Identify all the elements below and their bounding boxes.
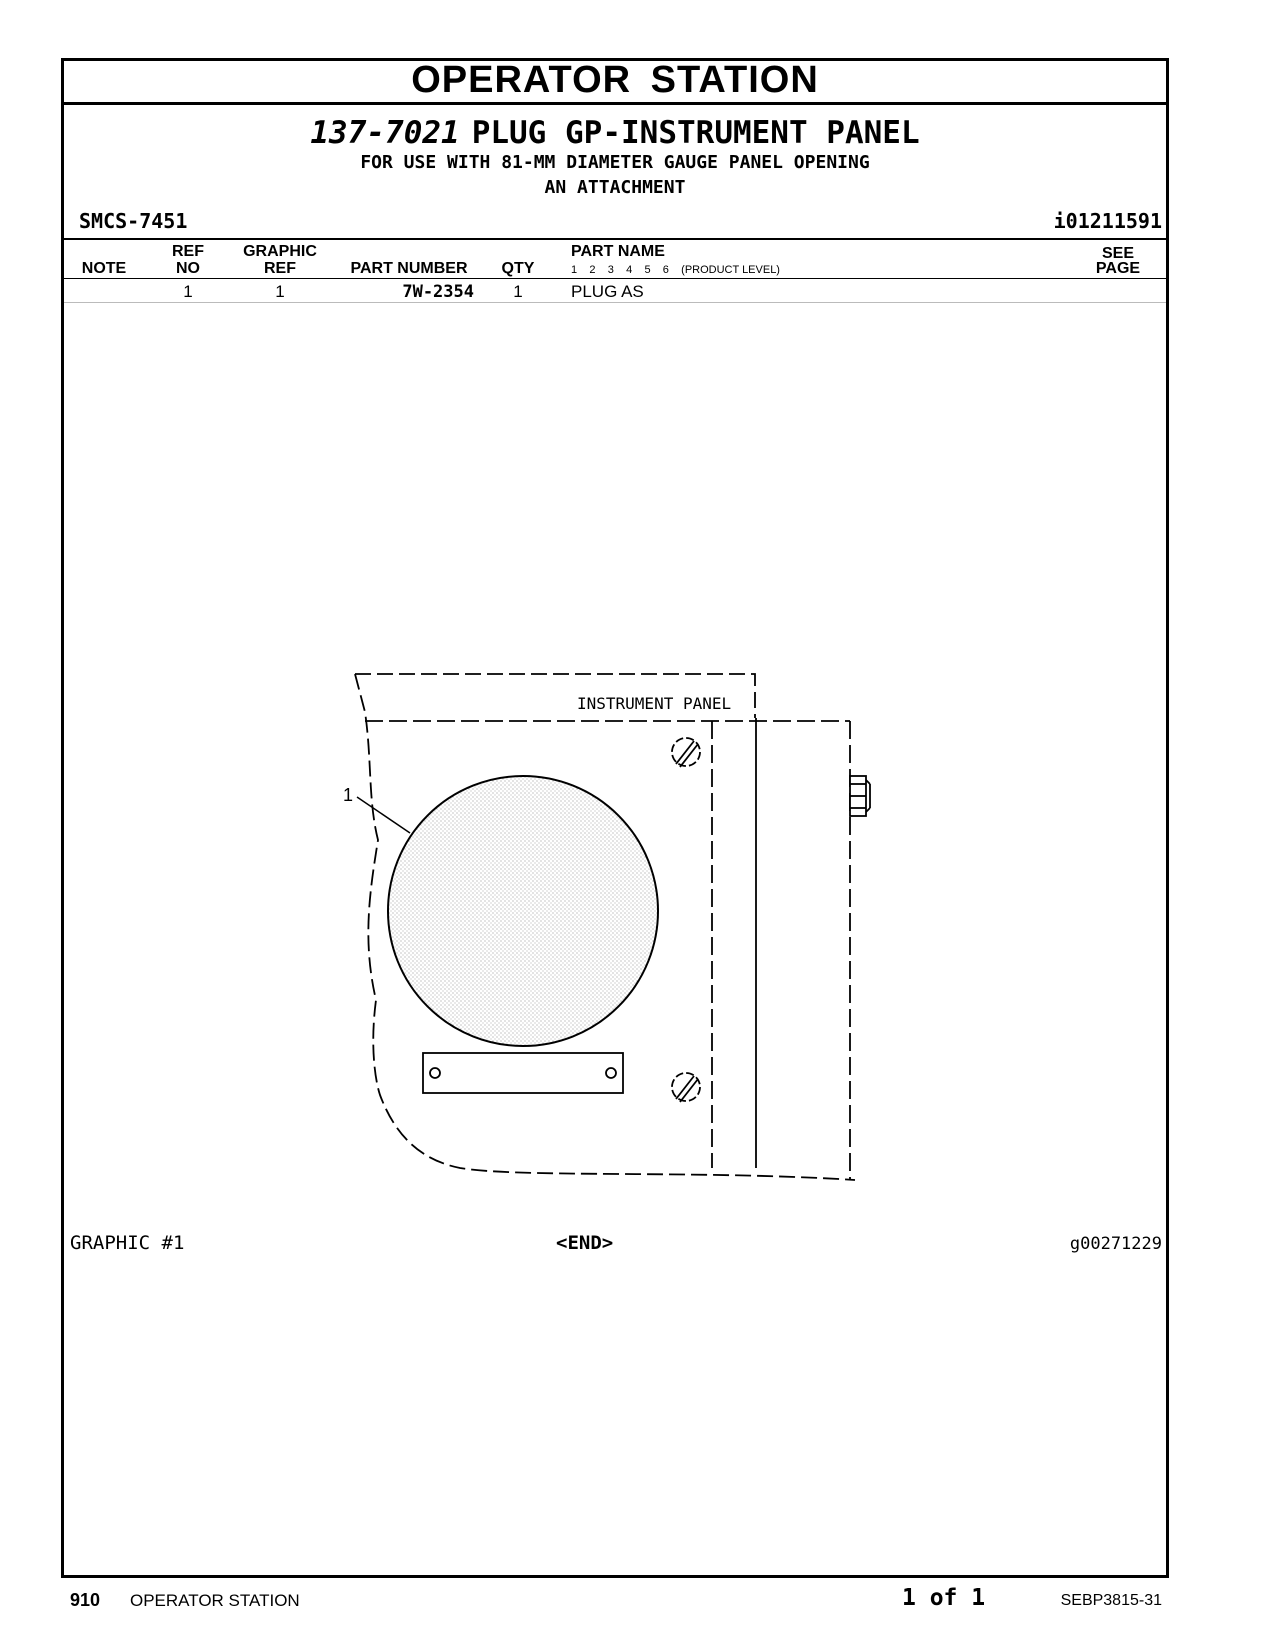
graphic-id: g00271229 (1069, 1234, 1162, 1254)
panel-label: INSTRUMENT PANEL (577, 694, 732, 713)
screw-bottom (672, 1073, 700, 1102)
page-number: 910 (70, 1590, 101, 1610)
row-part-name: PLUG AS (571, 282, 644, 301)
row-part-number[interactable]: 7W-2354 (402, 282, 474, 302)
subtitle-line-2: AN ATTACHMENT (544, 177, 686, 198)
callout-leader (357, 797, 410, 833)
title-part-number: 137-7021 (310, 115, 460, 151)
col-header-part-name: PART NAME (571, 243, 665, 260)
row-qty: 1 (513, 282, 523, 301)
nameplate (423, 1053, 623, 1093)
col-header-see-page-line2: PAGE (1095, 260, 1141, 277)
graphic-label: GRAPHIC #1 (70, 1232, 185, 1254)
hex-nut (850, 776, 870, 816)
row-graphic-ref: 1 (275, 282, 285, 301)
document-number: SEBP3815-31 (1060, 1592, 1162, 1609)
row-ref-no: 1 (183, 282, 193, 301)
col-header-qty: QTY (501, 260, 535, 277)
col-header-graphic-ref-line1: GRAPHIC (243, 243, 317, 260)
smcs-code: SMCS-7451 (79, 209, 188, 233)
screw-top (672, 738, 700, 767)
end-marker: <END> (556, 1232, 614, 1254)
plug-disk (388, 776, 658, 1046)
col-header-note: NOTE (81, 260, 127, 277)
col-header-see-page-line1: SEE (1101, 245, 1134, 262)
callout-number: 1 (343, 785, 354, 805)
page-count: 1 of 1 (902, 1585, 986, 1611)
col-header-ref-no-line1: REF (172, 243, 204, 260)
subtitle-line-1: FOR USE WITH 81-MM DIAMETER GAUGE PANEL OPENING (360, 152, 870, 173)
title-part-name: PLUG GP-INSTRUMENT PANEL (471, 115, 920, 151)
col-header-graphic-ref-line2: REF (264, 260, 296, 277)
page-section: OPERATOR STATION (130, 1591, 300, 1610)
col-header-part-number: PART NUMBER (350, 260, 468, 277)
section-header: OPERATOR STATION (61, 58, 1169, 105)
product-level-header: 1 2 3 4 5 6 (PRODUCT LEVEL) (571, 264, 780, 276)
document-id: i01211591 (1053, 209, 1162, 233)
col-header-ref-no-line2: NO (176, 260, 200, 277)
